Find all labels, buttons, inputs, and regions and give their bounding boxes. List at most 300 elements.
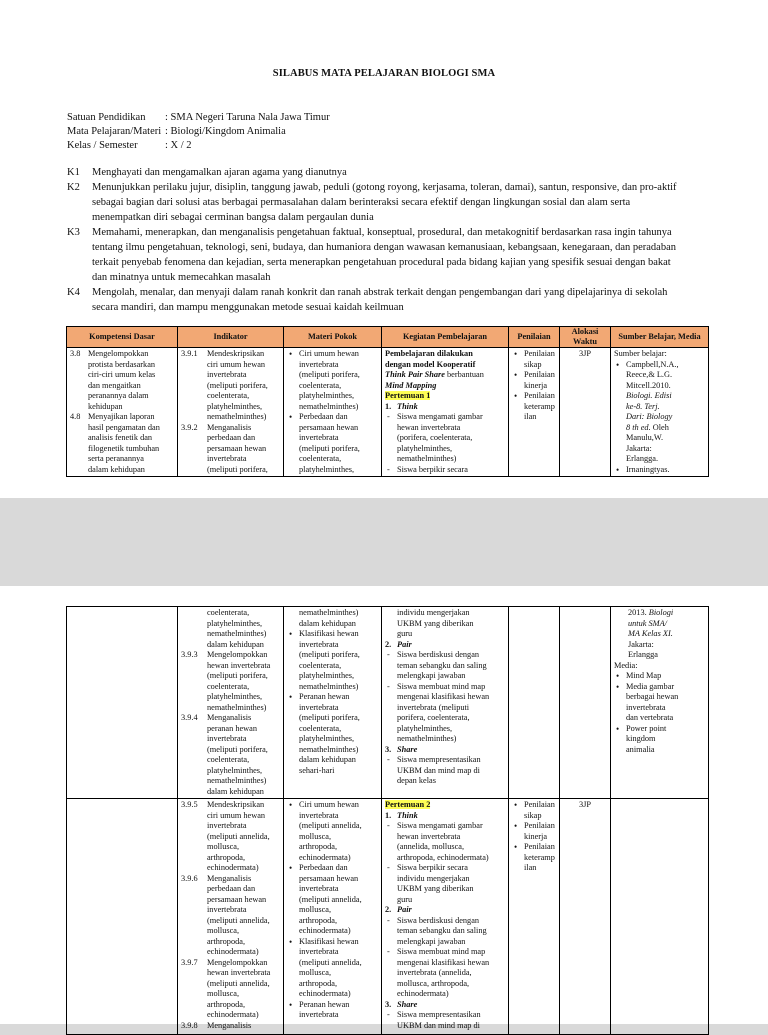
header-alokasi: Alokasi Waktu bbox=[560, 327, 611, 348]
text-line: arthropoda, bbox=[207, 936, 246, 946]
activity-item bbox=[385, 916, 505, 948]
header-kegiatan: Kegiatan Pembelajaran bbox=[382, 327, 509, 348]
text-line: - Siswa berdiskusi dengan bbox=[397, 650, 480, 659]
text-line: nemathelminthes) bbox=[207, 629, 267, 638]
identity-label: Satuan Pendidikan bbox=[67, 112, 146, 123]
kd-item bbox=[70, 349, 174, 412]
text-line: invertebrata bbox=[299, 947, 339, 956]
text-line: • Peranan hewan bbox=[299, 999, 350, 1009]
text-line: untuk SMA/ bbox=[628, 618, 667, 628]
text-line: Reece,& L.G. bbox=[626, 370, 673, 379]
text-line: dalam kehidupan bbox=[88, 464, 145, 474]
text-line: mollusca, bbox=[299, 831, 332, 841]
item-number: 3.9.5 bbox=[181, 800, 198, 809]
text-line: • Penilaian bbox=[524, 349, 555, 358]
page-1 bbox=[0, 0, 768, 498]
text-line: - Siswa mempresentasikan bbox=[397, 1010, 481, 1019]
media-item bbox=[626, 724, 705, 756]
penilaian-item bbox=[524, 821, 556, 842]
text-line: keteramp bbox=[524, 401, 555, 411]
cell-materi bbox=[284, 607, 382, 799]
text-line: • Klasifikasi hewan bbox=[299, 629, 359, 638]
text-line: invertebrata bbox=[299, 702, 339, 712]
text-line: Erlangga. bbox=[626, 454, 659, 463]
text-line: ilan bbox=[524, 412, 537, 421]
text-line: (porifera, coelenterata, bbox=[397, 433, 473, 442]
text-line: invertebrata bbox=[299, 1010, 339, 1019]
activity-item bbox=[385, 465, 505, 476]
materi-item bbox=[299, 863, 378, 937]
item-number: 3.8 bbox=[70, 349, 81, 358]
text-line: - Siswa mengamati gambar bbox=[397, 412, 483, 421]
text-line: dan mengaitkan bbox=[88, 380, 141, 390]
text-line: Menyajikan laporan bbox=[88, 412, 155, 421]
text-line: Mengelompokkan bbox=[207, 957, 268, 967]
header-sumber: Sumber Belajar, Media bbox=[611, 327, 709, 348]
text-line: coelenterata, bbox=[207, 391, 250, 400]
text-line: nemathelminthes) bbox=[207, 412, 267, 421]
text-line: melengkapi jawaban bbox=[397, 936, 466, 946]
indicator-item bbox=[181, 958, 280, 1021]
text-line: nemathelminthes) bbox=[299, 744, 359, 754]
materi-item bbox=[299, 412, 378, 475]
activity-item bbox=[385, 821, 505, 863]
k-text: tentang ilmu pengetahuan, teknologi, seni, budaya, dan humaniora dengan wawasan kemanusiaan, kebangsaan, kenegaraan, dan peradaban bbox=[92, 242, 676, 253]
activity-item bbox=[385, 682, 505, 745]
k-text: Mengolah, menalar, dan menyaji dalam ranah konkrit dan ranah abstrak terkait dengan pengembangan dari yang dipelajarinya di sekolah bbox=[92, 287, 668, 298]
media-item bbox=[626, 682, 705, 724]
text-line: perbedaan dan bbox=[207, 884, 256, 893]
text-line: • Penilaian bbox=[524, 391, 555, 400]
text-line: mollusca, bbox=[207, 842, 240, 851]
identity-value: : X / 2 bbox=[165, 140, 192, 151]
syllabus-table-p1 bbox=[66, 326, 709, 477]
text-line: hewan invertebrata bbox=[397, 831, 461, 841]
text-line: Menganalisis bbox=[207, 1020, 252, 1030]
text-line: nemathelminthes) bbox=[207, 776, 267, 785]
cell-kompetensi bbox=[67, 799, 178, 1035]
text-line: nemathelminthes) bbox=[397, 734, 457, 743]
text-line: platyhelminthes, bbox=[207, 618, 263, 628]
cell-penilaian bbox=[509, 348, 560, 477]
penilaian-item bbox=[524, 800, 556, 821]
text-line: mengenai klasifikasi hewan bbox=[397, 957, 490, 967]
activity-item bbox=[385, 863, 505, 905]
cell-kompetensi bbox=[67, 348, 178, 477]
identity-row bbox=[67, 140, 192, 151]
text-line: Manulu,W. bbox=[626, 433, 664, 442]
text-line: Jakarta: bbox=[628, 639, 654, 649]
indicator-item bbox=[181, 874, 280, 958]
text-line: dalam kehidupan bbox=[207, 786, 264, 796]
text-line: platyhelminthes, bbox=[397, 443, 453, 453]
text-line: invertebrata (meliputi bbox=[397, 702, 470, 712]
text-line: 8 th ed. Oleh bbox=[626, 422, 669, 432]
k-code: K1 bbox=[67, 167, 80, 178]
text-line: • Perbedaan dan bbox=[299, 412, 348, 421]
text-line: arthropoda, bbox=[207, 999, 246, 1009]
text-line: invertebrata bbox=[299, 884, 339, 893]
cell-kegiatan bbox=[382, 799, 509, 1035]
text-line: Mendeskripsikan bbox=[207, 800, 265, 809]
pertemuan-1-label: Pertemuan 1 bbox=[385, 391, 431, 400]
text-line: dalam kehidupan bbox=[299, 755, 356, 764]
text-line: coelenterata, bbox=[207, 608, 250, 617]
text-line: melengkapi jawaban bbox=[397, 671, 466, 680]
k-text: secara mandiri, dan mampu menggunakan metode sesuai kaidah keilmuan bbox=[92, 302, 404, 313]
k-code: K4 bbox=[67, 287, 80, 298]
materi-item bbox=[299, 937, 378, 1000]
text-line: guru bbox=[397, 629, 413, 638]
text-line: (annelida, mollusca, bbox=[397, 842, 465, 851]
identity-value: : Biologi/Kingdom Animalia bbox=[165, 126, 286, 137]
text-line: porifera, coelenterata, bbox=[397, 713, 470, 722]
text-line: nemathelminthes) bbox=[207, 702, 267, 712]
text-line: platyhelminthes, bbox=[207, 765, 263, 775]
text-line: Menganalisis bbox=[207, 422, 252, 432]
text-line: persamaan hewan bbox=[299, 422, 359, 432]
text-line: echinodermata) bbox=[299, 989, 351, 998]
text-line: Pembelajaran dilakukan bbox=[385, 349, 473, 358]
header-kompetensi: Kompetensi Dasar bbox=[67, 327, 178, 348]
text-line: • Mind Map bbox=[626, 671, 662, 680]
page-2 bbox=[0, 586, 768, 1030]
text-line: teman sebangku dan saling bbox=[397, 926, 487, 935]
text-line: - Siswa membuat mind map bbox=[397, 947, 486, 956]
text-line: invertebrata bbox=[207, 370, 247, 379]
item-number: 3.9.2 bbox=[181, 422, 198, 432]
text-line: invertebrata bbox=[299, 639, 339, 649]
text-line: platyhelminthes, bbox=[299, 464, 355, 474]
cell-kegiatan bbox=[382, 607, 509, 799]
text-line: persamaan hewan bbox=[207, 894, 267, 904]
cell-materi bbox=[284, 348, 382, 477]
text-line: arthropoda, bbox=[207, 852, 246, 862]
text-line: • Penilaian bbox=[524, 842, 555, 851]
text-line: kinerja bbox=[524, 831, 548, 841]
text-line: - Siswa berpikir secara bbox=[397, 863, 468, 872]
text-line: • Klasifikasi hewan bbox=[299, 936, 359, 946]
sumber-item bbox=[626, 465, 705, 476]
text-line: • Power point bbox=[626, 723, 667, 733]
step-think: 1. Think bbox=[385, 810, 418, 820]
text-line: hewan invertebrata bbox=[207, 660, 271, 670]
cell-indikator bbox=[178, 799, 284, 1035]
text-line: Dari: Biology bbox=[626, 412, 673, 421]
identity-label: Kelas / Semester bbox=[67, 140, 138, 151]
text-line: (meliputi porifera, bbox=[207, 744, 268, 754]
text-line: • Ciri umum hewan bbox=[299, 349, 359, 358]
text-line: UKBM dan mind map di bbox=[397, 765, 480, 775]
text-line: perbedaan dan bbox=[207, 433, 256, 442]
materi-item bbox=[299, 800, 378, 863]
text-line: UKBM yang diberikan bbox=[397, 618, 474, 628]
text-line: nemathelminthes) bbox=[299, 608, 359, 617]
text-line: coelenterata, bbox=[207, 755, 250, 764]
text-line: • Media gambar bbox=[626, 681, 675, 691]
text-line: (meliputi annelida, bbox=[207, 978, 270, 988]
item-number: 4.8 bbox=[70, 412, 81, 421]
cell-penilaian bbox=[509, 799, 560, 1035]
text-line: kehidupan bbox=[88, 401, 123, 411]
text-line: Mengelompokkan bbox=[207, 650, 268, 659]
cell-sumber bbox=[611, 607, 709, 799]
table-row bbox=[67, 607, 709, 799]
cell-penilaian bbox=[509, 607, 560, 799]
text-line: ilan bbox=[524, 863, 537, 872]
text-line: individu mengerjakan bbox=[397, 608, 470, 617]
text-line: • Penilaian bbox=[524, 821, 555, 830]
text-line: guru bbox=[397, 894, 413, 904]
text-line: Mitcell.2010. bbox=[626, 380, 671, 390]
text-line: arthropoda, bbox=[299, 915, 338, 925]
text-line: - Siswa berpikir secara bbox=[397, 464, 468, 474]
text-line: arthropoda, bbox=[299, 978, 338, 988]
kegiatan-intro bbox=[385, 349, 505, 370]
text-line: individu mengerjakan bbox=[397, 873, 470, 883]
text-line: (meliputi porifera, bbox=[299, 443, 360, 453]
text-line: echinodermata) bbox=[207, 863, 259, 872]
indicator-item bbox=[181, 650, 280, 713]
text-line: coelenterata, bbox=[299, 454, 342, 463]
activity-item bbox=[385, 947, 505, 1000]
document-title: SILABUS MATA PELAJARAN BIOLOGI SMA bbox=[272, 68, 496, 79]
penilaian-item bbox=[524, 349, 556, 370]
text-line: ciri umum hewan bbox=[207, 359, 266, 369]
media-label: Media: bbox=[614, 660, 638, 670]
text-line: invertebrata bbox=[626, 702, 666, 712]
text-line: kinerja bbox=[524, 380, 548, 390]
text-line: filogenetik tumbuhan bbox=[88, 443, 160, 453]
text-line: hewan invertebrata bbox=[397, 422, 461, 432]
text-line: • Perbedaan dan bbox=[299, 863, 348, 872]
text-line: Erlangga bbox=[628, 650, 658, 659]
materi-item bbox=[299, 349, 378, 412]
text-line: analisis fenetik dan bbox=[88, 433, 153, 442]
k-text: Menghayati dan mengamalkan ajaran agama yang dianutnya bbox=[92, 167, 347, 178]
text-line: (meliputi porifera, bbox=[299, 650, 360, 659]
materi-item bbox=[299, 629, 378, 692]
text-line: hasil pengamatan dan bbox=[88, 422, 160, 432]
text-line: dengan model Kooperatif bbox=[385, 359, 476, 369]
text-line: nemathelminthes) bbox=[299, 681, 359, 691]
k-text: menempatkan diri sebagai cerminan bangsa dalam pergaulan dunia bbox=[92, 212, 374, 223]
text-line: (meliputi annelida, bbox=[207, 831, 270, 841]
text-line: platyhelminthes, bbox=[207, 692, 263, 701]
text-line: platyhelminthes, bbox=[299, 734, 355, 743]
item-number: 3.9.8 bbox=[181, 1020, 198, 1030]
text-line: ciri-ciri umum kelas bbox=[88, 370, 156, 379]
text-line: coelenterata, bbox=[207, 681, 250, 691]
text-line: peranannya dalam bbox=[88, 391, 149, 400]
cell-materi bbox=[284, 799, 382, 1035]
sumber-intro: Sumber belajar: bbox=[614, 349, 667, 358]
text-line: • Campbell,N.A., bbox=[626, 359, 679, 369]
text-line: - Siswa mempresentasikan bbox=[397, 755, 481, 764]
text-line: echinodermata) bbox=[299, 926, 351, 935]
cell-sumber bbox=[611, 799, 709, 1035]
text-line: coelenterata, bbox=[299, 660, 342, 670]
step-think: 1. Think bbox=[385, 401, 418, 411]
activity-item bbox=[385, 412, 505, 465]
header-penilaian: Penilaian bbox=[509, 327, 560, 348]
text-line: echinodermata) bbox=[397, 989, 449, 998]
text-line: - Siswa mengamati gambar bbox=[397, 821, 483, 830]
text-line: arthropoda, echinodermata) bbox=[397, 852, 489, 862]
cell-kompetensi bbox=[67, 607, 178, 799]
text-line: • Penilaian bbox=[524, 800, 555, 809]
identity-row bbox=[67, 112, 330, 123]
text-line: Menganalisis bbox=[207, 873, 252, 883]
text-line: kingdom bbox=[626, 734, 656, 743]
text-line: mollusca, bbox=[299, 905, 332, 914]
text-line: (meliputi porifera, bbox=[299, 713, 360, 722]
text-line: invertebrata (annelida, bbox=[397, 968, 472, 977]
item-number: 3.9.7 bbox=[181, 957, 198, 967]
indicator-item bbox=[181, 1021, 280, 1032]
step-share: 3. Share bbox=[385, 999, 418, 1009]
k-text: dan minatnya untuk memecahkan masalah bbox=[92, 272, 271, 283]
k-code: K3 bbox=[67, 227, 80, 238]
text-line: persamaan hewan bbox=[207, 443, 267, 453]
item-number: 3.9.4 bbox=[181, 713, 198, 722]
item-number: 3.9.1 bbox=[181, 349, 198, 358]
text-line: sikap bbox=[524, 810, 542, 820]
table-row bbox=[67, 799, 709, 1035]
item-number: 3.9.3 bbox=[181, 650, 198, 659]
text-line: platyhelminthes, bbox=[299, 671, 355, 680]
text-line: invertebrata bbox=[207, 454, 247, 463]
text-line: (meliputi annelida, bbox=[207, 915, 270, 925]
step-pair: 2. Pair bbox=[385, 905, 412, 914]
text-line: mollusca, bbox=[299, 968, 332, 977]
indicator-item bbox=[181, 800, 280, 874]
cell-alokasi bbox=[560, 607, 611, 799]
text-line: persamaan hewan bbox=[299, 873, 359, 883]
text-line: invertebrata bbox=[207, 734, 247, 743]
k-text: terkait penyebab fenomena dan kejadian, serta menerapkan pengetahuan procedural pada bidang kajian yang spesifik sesuai dengan bakat bbox=[92, 257, 671, 268]
text-line: ke-8. Terj. bbox=[626, 401, 660, 411]
text-line: (meliputi annelida, bbox=[299, 821, 362, 830]
text-line: MA Kelas XI. bbox=[628, 629, 673, 638]
item-number: 3.9.6 bbox=[181, 873, 198, 883]
text-line: depan kelas bbox=[397, 776, 436, 785]
text-line: sehari-hari bbox=[299, 765, 335, 775]
text-line: teman sebangku dan saling bbox=[397, 660, 487, 670]
table-row bbox=[67, 348, 709, 477]
text-line: keteramp bbox=[524, 852, 555, 862]
text-line: echinodermata) bbox=[207, 947, 259, 956]
text-line: invertebrata bbox=[299, 810, 339, 820]
activity-item bbox=[385, 650, 505, 682]
cell-kegiatan bbox=[382, 348, 509, 477]
text-line: peranan hewan bbox=[207, 723, 257, 733]
text-line: nemathelminthes) bbox=[397, 454, 457, 463]
text-line: dan vertebrata bbox=[626, 713, 674, 722]
text-line: mollusca, bbox=[207, 926, 240, 935]
kegiatan-mind-mapping: Mind Mapping bbox=[385, 380, 437, 390]
text-line: platyhelminthes, bbox=[207, 401, 263, 411]
kegiatan-model: Think Pair Share berbantuan bbox=[385, 370, 484, 379]
text-line: • Irnaningtyas. bbox=[626, 464, 670, 474]
text-line: ciri umum hewan bbox=[207, 810, 266, 820]
text-line: Mengelompokkan bbox=[88, 349, 149, 358]
text-line: (meliputi annelida, bbox=[299, 894, 362, 904]
text-line: echinodermata) bbox=[207, 1010, 259, 1019]
materi-item bbox=[299, 1000, 378, 1021]
text-line: invertebrata bbox=[299, 359, 339, 369]
text-line: mollusca, arthropoda, bbox=[397, 978, 470, 988]
activity-item bbox=[385, 1010, 505, 1031]
text-line: UKBM dan mind map di bbox=[397, 1020, 480, 1030]
text-line: 2013. Biologi bbox=[628, 608, 674, 617]
text-line: (meliputi porifera, bbox=[207, 671, 268, 680]
text-line: mollusca, bbox=[207, 989, 240, 998]
cell-indikator bbox=[178, 348, 284, 477]
text-line: - Siswa membuat mind map bbox=[397, 681, 486, 691]
text-line: Biologi. Edisi bbox=[626, 391, 672, 400]
table-header-row bbox=[67, 327, 709, 348]
text-line: platyhelminthes, bbox=[397, 723, 453, 733]
text-line: (meliputi annelida, bbox=[299, 957, 362, 967]
text-line: (meliputi porifera, bbox=[207, 464, 268, 474]
k-text: Menunjukkan perilaku jujur, disiplin, tanggung jawab, peduli (gotong royong, kerjasama, toleran, damai), santun, responsive, dan pro-aktif bbox=[92, 182, 677, 193]
text-line: mengenai klasifikasi hewan bbox=[397, 692, 490, 701]
text-line: • Ciri umum hewan bbox=[299, 800, 359, 809]
k-code: K2 bbox=[67, 182, 80, 193]
text-line: • Peranan hewan bbox=[299, 692, 350, 701]
text-line: echinodermata) bbox=[299, 852, 351, 862]
text-line: invertebrata bbox=[207, 905, 247, 914]
identity-value: : SMA Negeri Taruna Nala Jawa Timur bbox=[165, 112, 330, 123]
materi-item bbox=[299, 692, 378, 776]
penilaian-item bbox=[524, 391, 556, 423]
k-text: sebagai bagian dari solusi atas berbagai permasalahan dalam berinteraksi secara efektif dengan lingkungan sosial dan alam serta bbox=[92, 197, 631, 208]
text-line: sikap bbox=[524, 359, 542, 369]
text-line: coelenterata, bbox=[299, 723, 342, 733]
text-line: dalam kehidupan bbox=[299, 618, 356, 628]
kd-item bbox=[70, 412, 174, 475]
text-line: platyhelminthes, bbox=[299, 391, 355, 400]
text-line: Menganalisis bbox=[207, 713, 252, 722]
text-line: hewan invertebrata bbox=[207, 968, 271, 977]
text-line: UKBM yang diberikan bbox=[397, 884, 474, 893]
text-line: Jakarta: bbox=[626, 443, 652, 453]
step-share: 3. Share bbox=[385, 744, 418, 754]
text-line: coelenterata, bbox=[299, 380, 342, 390]
indicator-item bbox=[181, 423, 280, 476]
text-line: nemathelminthes) bbox=[299, 401, 359, 411]
header-materi: Materi Pokok bbox=[284, 327, 382, 348]
penilaian-item bbox=[524, 370, 556, 391]
text-line: (meliputi porifera, bbox=[207, 380, 268, 390]
activity-item bbox=[385, 755, 505, 787]
cell-sumber bbox=[611, 348, 709, 477]
header-indikator: Indikator bbox=[178, 327, 284, 348]
text-line: serta peranannya bbox=[88, 454, 144, 463]
identity-label: Mata Pelajaran/Materi bbox=[67, 126, 162, 137]
text-line: - Siswa berdiskusi dengan bbox=[397, 915, 480, 925]
text-line: protista berdasarkan bbox=[88, 359, 156, 369]
text-line: dalam kehidupan bbox=[207, 639, 264, 649]
text-line: invertebrata bbox=[207, 821, 247, 830]
k-text: Memahami, menerapkan, dan menganalisis pengetahuan faktual, konseptual, prosedural, dan metakognitif berdasarkan rasa ingin tahunya bbox=[92, 227, 672, 238]
indicator-item bbox=[181, 713, 280, 797]
cell-indikator bbox=[178, 607, 284, 799]
sumber-item bbox=[626, 360, 705, 465]
syllabus-table-p2 bbox=[66, 606, 709, 1035]
media-item bbox=[626, 671, 705, 682]
